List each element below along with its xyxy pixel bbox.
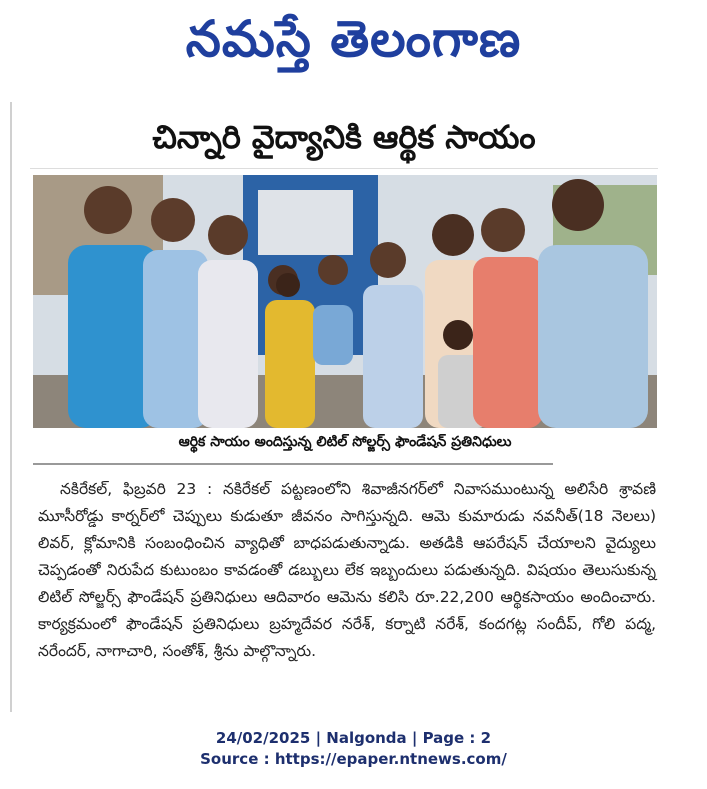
- article-photo: [33, 175, 657, 428]
- article-headline: చిన్నారి వైద్యానికి ఆర్థిక సాయం: [152, 118, 536, 156]
- photo-caption: ఆర్థిక సాయం అందిస్తున్న లిటిల్ సోల్జర్స్ ఫౌండేషన్ ప్రతినిధులు: [178, 434, 512, 450]
- headline-divider: [30, 168, 658, 169]
- clipping-border: [10, 102, 12, 712]
- edition-info: 24/02/2025 | Nalgonda | Page : 2: [215, 729, 492, 747]
- source-link[interactable]: Source : https://epaper.ntnews.com/: [200, 750, 507, 768]
- newspaper-masthead: నమస్తే తెలంగాణ: [185, 10, 522, 68]
- article-body: నకిరేకల్, ఫిబ్రవరి 23 : నకిరేకల్ పట్టణంలోని శివాజీనగర్‌లో నివాసముంటున్న అలిసేరి శ్రావణి మూసీరోడ్డు కార్నర్‌లో చెప్పులు కుడుతూ జీవనం సాగిస్తున్నది. ఆమె కుమారుడు నవనీత్(18 నెలలు) లివర్, క్లోమానికి సంబంధించిన వ్యాధితో బాధపడుతున్నాడు. అతడికి ఆపరేషన్ చేయాలని వైద్యులు చెప్పడంతో నిరుపేద కుటుంబం కావడంతో డబ్బులు లేక ఇబ్బందులు పడుతున్నది. విషయం తెలుసుకున్న లిటిల్ సోల్జర్స్ ఫౌండేషన్ ప్రతినిధులు ఆదివారం ఆమెను కలిసి రూ.22,200 ఆర్థికసాయం అందించారు. కార్యక్రమంలో ఫౌండేషన్ ప్రతినిధులు బ్రహ్మదేవర నరేశ్, కర్నాటి నరేశ్, కందగట్ల సందీప్, గోలి పద్మ, నరేందర్, నాగాచారి, సంతోశ్, శ్రీను పాల్గొన్నారు.: [38, 480, 656, 660]
- group-photo-illustration: [33, 175, 657, 428]
- caption-divider: [33, 463, 553, 465]
